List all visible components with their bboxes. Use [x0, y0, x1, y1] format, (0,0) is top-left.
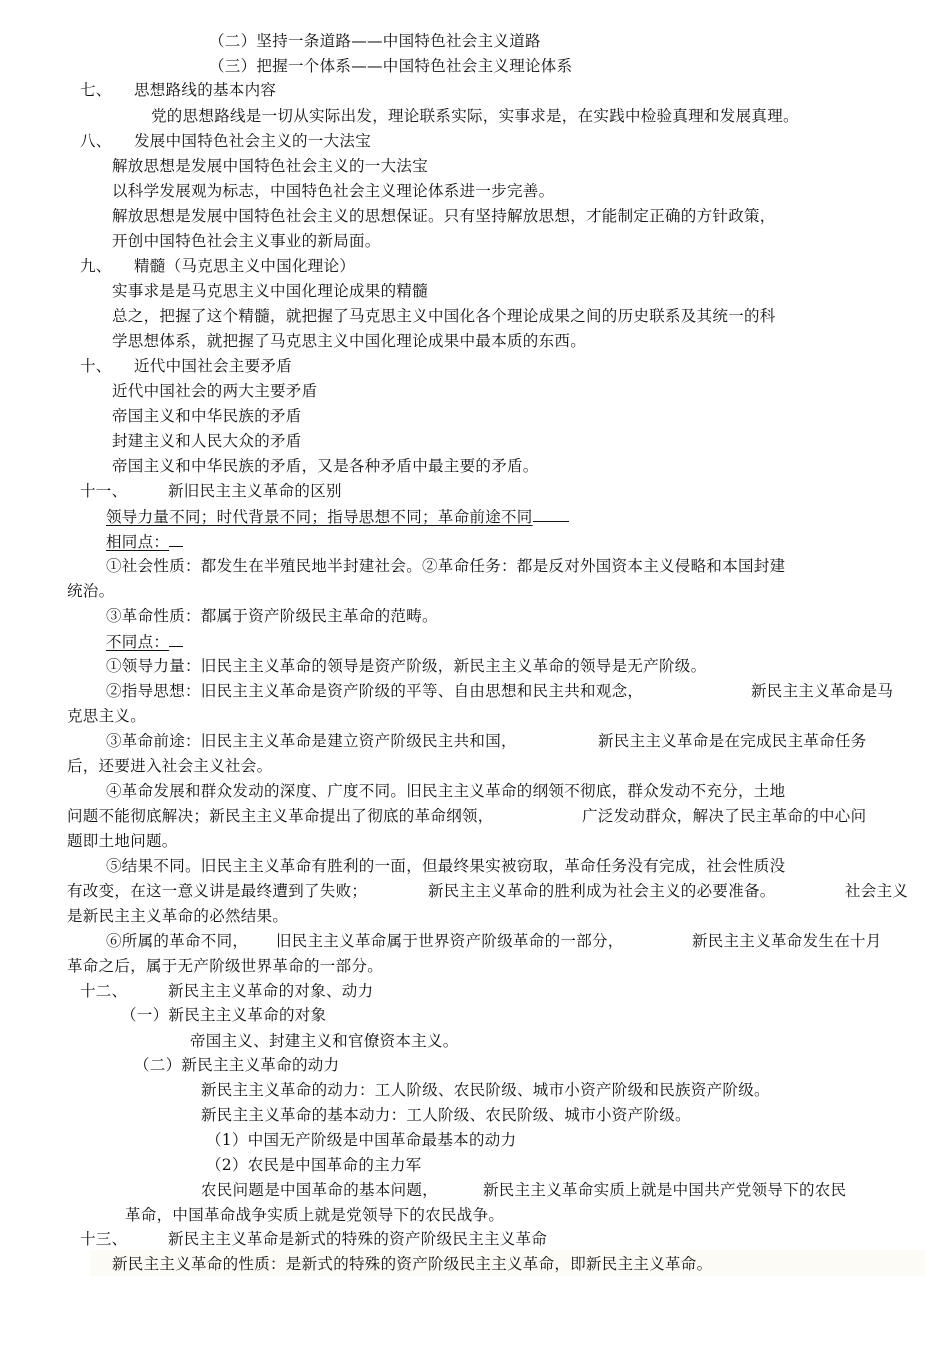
text-line: （2）农民是中国革命的主力军 [206, 1156, 422, 1174]
section-number: 九、 [80, 257, 112, 275]
text-line: ①领导力量：旧民主主义革命的领导是资产阶级，新民主主义革命的领导是无产阶级。 [106, 657, 707, 675]
subheading: （一）新民主主义革命的对象 [121, 1006, 327, 1024]
section-heading: 精髓（马克思主义中国化理论） [134, 257, 356, 275]
text-line: 解放思想是发展中国特色社会主义的一大法宝 [112, 157, 429, 175]
underline-tail [169, 531, 183, 547]
text-line: 帝国主义和中华民族的矛盾 [112, 407, 302, 425]
text-line: ③革命前途：旧民主主义革命是建立资产阶级民主共和国， [106, 732, 517, 750]
underlined-text: 领导力量不同；时代背景不同；指导思想不同；革命前途不同 [106, 508, 533, 526]
text-line: 革命之后，属于无产阶级世界革命的一部分。 [67, 957, 384, 975]
underline-tail [169, 631, 183, 647]
text-line: 社会主义 [845, 882, 909, 900]
underlined-text: 不同点： [106, 633, 170, 651]
text-line: （二）坚持一条道路——中国特色社会主义道路 [209, 32, 541, 50]
text-line: 克思主义。 [67, 707, 147, 725]
text-line: 新民主主义革命发生在十月 [692, 932, 882, 950]
section-heading: 近代中国社会主要矛盾 [134, 357, 293, 375]
text-line: 统治。 [67, 582, 115, 600]
text-line: 后，还要进入社会主义社会。 [67, 757, 273, 775]
underline-tail [533, 506, 569, 522]
text-line: 学思想体系，就把握了马克思主义中国化理论成果中最本质的东西。 [112, 332, 587, 350]
underlined-line [106, 531, 183, 552]
text-line: 封建主义和人民大众的矛盾 [112, 432, 302, 450]
text-line: ②指导思想：旧民主主义革命是资产阶级的平等、自由思想和民主共和观念， [106, 682, 644, 700]
text-line: 开创中国特色社会主义事业的新局面。 [112, 232, 381, 250]
text-line: ③革命性质：都属于资产阶级民主革命的范畴。 [106, 607, 438, 625]
section-heading: 新旧民主主义革命的区别 [168, 482, 342, 500]
text-line: 近代中国社会的两大主要矛盾 [112, 382, 318, 400]
text-line: 新民主主义革命是马 [751, 682, 894, 700]
section-heading: 新民主主义革命的对象、动力 [168, 982, 374, 1000]
text-line: 有改变，在这一意义讲是最终遭到了失败； [67, 882, 368, 900]
text-line: （三）把握一个体系——中国特色社会主义理论体系 [209, 57, 573, 75]
text-line: （1）中国无产阶级是中国革命最基本的动力 [206, 1131, 517, 1149]
text-line: 新民主主义革命的基本动力：工人阶级、农民阶级、城市小资产阶级。 [201, 1106, 691, 1124]
underlined-line [106, 631, 183, 652]
text-line: 帝国主义、封建主义和官僚资本主义。 [190, 1032, 459, 1050]
text-line: 是新民主主义革命的必然结果。 [67, 907, 289, 925]
section-number: 十、 [80, 357, 112, 375]
text-line: 新民主主义革命是在完成民主革命任务 [598, 732, 867, 750]
text-line: 实事求是是马克思主义中国化理论成果的精髓 [112, 282, 429, 300]
section-number: 七、 [80, 81, 112, 99]
text-line: 党的思想路线是一切从实际出发，理论联系实际，实事求是，在实践中检验真理和发展真理。 [151, 107, 799, 125]
text-line: ⑤结果不同。旧民主主义革命有胜利的一面，但最终果实被窃取，革命任务没有完成，社会性质没 [106, 857, 786, 875]
text-line: ①社会性质：都发生在半殖民地半封建社会。②革命任务：都是反对外国资本主义侵略和本国封建 [106, 557, 786, 575]
underlined-line [106, 506, 569, 527]
text-line: 旧民主主义革命属于世界资产阶级革命的一部分， [276, 932, 624, 950]
text-line: 新民主主义革命的胜利成为社会主义的必要准备。 [428, 882, 776, 900]
text-line: ⑥所属的革命不同， [106, 932, 249, 950]
text-line: 新民主主义革命实质上就是中国共产党领导下的农民 [483, 1181, 847, 1199]
text-line: 广泛发动群众，解决了民主革命的中心问 [582, 807, 867, 825]
text-line: 题即土地问题。 [67, 832, 178, 850]
subheading: （二）新民主主义革命的动力 [134, 1056, 340, 1074]
section-heading: 思想路线的基本内容 [134, 81, 277, 99]
text-line: 新民主主义革命的性质：是新式的特殊的资产阶级民主主义革命，即新民主主义革命。 [112, 1255, 713, 1273]
text-line: ④革命发展和群众发动的深度、广度不同。旧民主主义革命的纲领不彻底，群众发动不充分，土地 [106, 782, 786, 800]
section-number: 八、 [80, 132, 112, 150]
section-heading: 发展中国特色社会主义的一大法宝 [134, 132, 372, 150]
text-line: 新民主主义革命的动力：工人阶级、农民阶级、城市小资产阶级和民族资产阶级。 [201, 1081, 770, 1099]
text-line: 总之，把握了这个精髓，就把握了马克思主义中国化各个理论成果之间的历史联系及其统一的科 [112, 307, 776, 325]
section-heading: 新民主主义革命是新式的特殊的资产阶级民主主义革命 [168, 1230, 548, 1248]
section-number: 十二、 [80, 982, 128, 1000]
text-line: 农民问题是中国革命的基本问题， [201, 1181, 439, 1199]
text-line: 解放思想是发展中国特色社会主义的思想保证。只有坚持解放思想，才能制定正确的方针政策， [112, 207, 776, 225]
text-line: 帝国主义和中华民族的矛盾，又是各种矛盾中最主要的矛盾。 [112, 457, 539, 475]
text-line: 革命，中国革命战争实质上就是党领导下的农民战争。 [125, 1206, 505, 1224]
text-line: 问题不能彻底解决；新民主主义革命提出了彻底的革命纲领， [67, 807, 494, 825]
text-line: 以科学发展观为标志，中国特色社会主义理论体系进一步完善。 [112, 182, 555, 200]
section-number: 十一、 [80, 482, 128, 500]
underlined-text: 相同点： [106, 533, 170, 551]
section-number: 十三、 [80, 1230, 128, 1248]
